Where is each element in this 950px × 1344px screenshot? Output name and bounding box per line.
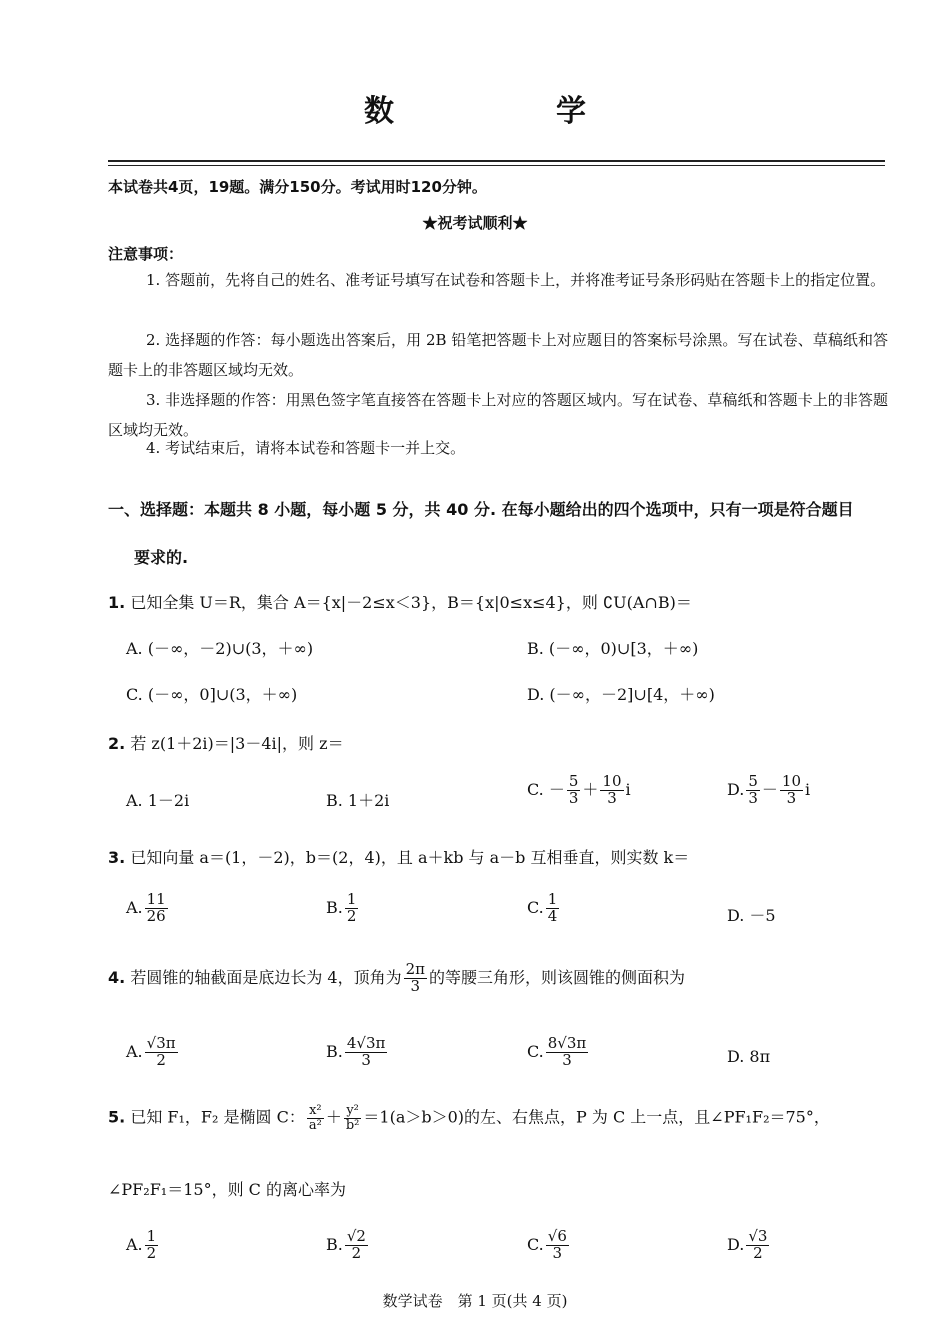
numerator: y² xyxy=(346,1103,359,1118)
option-label: C. xyxy=(527,1041,544,1061)
numerator: 4√3π xyxy=(346,1034,386,1052)
numerator: x² xyxy=(309,1103,322,1118)
denominator: a² xyxy=(308,1117,322,1133)
operator: ＋ xyxy=(582,779,599,799)
q3-option-b[interactable] xyxy=(326,892,360,925)
fraction xyxy=(145,1036,178,1069)
q5-option-b[interactable] xyxy=(326,1229,370,1262)
imag-unit: i xyxy=(805,779,811,799)
question-number: 5. xyxy=(108,1107,126,1127)
option-label: D. xyxy=(727,1234,745,1254)
option-label: C. － xyxy=(527,779,565,799)
header-rule-thick xyxy=(108,160,885,162)
question-5 xyxy=(108,1104,830,1132)
denominator: b² xyxy=(345,1117,360,1133)
fraction xyxy=(746,1229,769,1262)
section-heading-line2: 要求的. xyxy=(134,548,189,567)
q1-option-a[interactable]: A. (－∞，－2)∪(3，＋∞) xyxy=(126,639,314,658)
fraction xyxy=(345,892,359,925)
numerator: √2 xyxy=(346,1227,366,1245)
option-label: C. xyxy=(527,897,544,917)
question-2 xyxy=(108,731,344,754)
fraction xyxy=(345,1229,368,1262)
fraction xyxy=(344,1104,362,1132)
fraction xyxy=(746,774,760,807)
operator: － xyxy=(761,779,778,799)
option-label: A. xyxy=(126,1234,143,1254)
question-5-line2: ∠PF₂F₁＝15°，则 C 的离心率为 xyxy=(108,1180,346,1199)
operator: ＋ xyxy=(325,1107,342,1127)
q2-option-a[interactable]: A. 1－2i xyxy=(126,791,190,810)
option-label: B. xyxy=(326,897,343,917)
q5-option-c[interactable] xyxy=(527,1229,571,1262)
q4-option-a[interactable] xyxy=(126,1036,180,1069)
question-3 xyxy=(108,845,689,868)
question-stem: 已知向量 a＝(1，－2)，b＝(2，4)，且 a＋kb 与 a－b 互相垂直，则实数 k＝ xyxy=(130,848,690,867)
question-stem: 若 z(1＋2i)＝|3－4i|，则 z＝ xyxy=(130,734,344,753)
numerator: 11 xyxy=(146,890,166,908)
option-label: A. xyxy=(126,1041,143,1061)
question-number: 2. xyxy=(108,734,126,753)
question-stem-post: 的等腰三角形，则该圆锥的侧面积为 xyxy=(429,967,686,987)
numerator: 1 xyxy=(146,1227,157,1245)
fraction xyxy=(546,1036,589,1069)
fraction xyxy=(404,962,427,995)
q3-option-a[interactable] xyxy=(126,892,170,925)
q3-option-d[interactable]: D. －5 xyxy=(727,906,776,925)
numerator: 5 xyxy=(568,772,579,790)
q1-option-b[interactable]: B. (－∞，0)∪[3，＋∞) xyxy=(527,639,699,658)
question-1 xyxy=(108,590,692,613)
question-stem-pre: 若圆锥的轴截面是底边长为 4，顶角为 xyxy=(130,967,402,987)
question-stem-post: ＝1(a＞b＞0)的左、右焦点，P 为 C 上一点，且∠PF₁F₂＝75°， xyxy=(363,1107,830,1127)
question-stem: 已知全集 U＝R，集合 A＝{x|－2≤x＜3}，B＝{x|0≤x≤4}，则 ∁U(A∩B)＝ xyxy=(130,593,692,612)
imag-unit: i xyxy=(625,779,631,799)
q2-option-d[interactable] xyxy=(727,774,810,807)
numerator: 1 xyxy=(547,890,558,908)
fraction xyxy=(345,1036,388,1069)
exam-info: 本试卷共4页，19题。满分150分。考试用时120分钟。 xyxy=(108,178,487,196)
q5-option-d[interactable] xyxy=(727,1229,771,1262)
q1-option-c[interactable]: C. (－∞，0]∪(3，＋∞) xyxy=(126,685,298,704)
numerator: 1 xyxy=(346,890,357,908)
option-label: B. xyxy=(326,1041,343,1061)
denominator: 3 xyxy=(607,788,617,807)
denominator: 3 xyxy=(748,788,758,807)
denominator: 2 xyxy=(156,1050,166,1069)
q2-option-b[interactable]: B. 1＋2i xyxy=(326,791,390,810)
q1-option-d[interactable]: D. (－∞，－2]∪[4，＋∞) xyxy=(527,685,715,704)
denominator: 3 xyxy=(410,976,421,995)
option-label: A. xyxy=(126,897,143,917)
question-4 xyxy=(108,962,685,995)
denominator: 2 xyxy=(753,1243,763,1262)
denominator: 3 xyxy=(786,788,797,807)
question-number: 1. xyxy=(108,593,126,612)
q2-option-c[interactable] xyxy=(527,774,631,807)
fraction xyxy=(546,892,560,925)
fraction xyxy=(780,774,803,807)
fraction xyxy=(567,774,581,807)
denominator: 26 xyxy=(146,906,166,925)
question-number: 4. xyxy=(108,967,126,987)
numerator: 10 xyxy=(781,772,801,790)
numerator: 8√3π xyxy=(547,1034,587,1052)
page-footer: 数学试卷 第 1 页(共 4 页) xyxy=(382,1292,568,1310)
option-label: C. xyxy=(527,1234,544,1254)
numerator: 2π xyxy=(405,960,425,978)
denominator: 3 xyxy=(568,788,579,807)
numerator: √6 xyxy=(547,1227,567,1245)
fraction xyxy=(145,1229,159,1262)
numerator: 10 xyxy=(602,772,622,790)
good-luck-banner: ★祝考试顺利★ xyxy=(422,214,528,232)
question-stem-pre: 已知 F₁，F₂ 是椭圆 C： xyxy=(130,1107,305,1127)
denominator: 3 xyxy=(361,1050,371,1069)
denominator: 2 xyxy=(346,906,357,925)
denominator: 3 xyxy=(552,1243,563,1262)
notes-heading: 注意事项： xyxy=(108,245,184,263)
fraction xyxy=(546,1229,569,1262)
denominator: 2 xyxy=(351,1243,362,1262)
note-4: 4. 考试结束后，请将本试卷和答题卡一并上交。 xyxy=(146,439,466,457)
q3-option-c[interactable] xyxy=(527,892,561,925)
q4-option-d[interactable]: D. 8π xyxy=(727,1047,771,1066)
option-label: D. xyxy=(727,779,745,799)
section-heading-line1: 一、选择题：本题共 8 小题，每小题 5 分，共 40 分. 在每小题给出的四个选项中，只有一项是符合题目 xyxy=(108,500,854,519)
note-1: 1. 答题前，先将自己的姓名、准考证号填写在试卷和答题卡上，并将准考证号条形码贴在答题卡上的指定位置。 xyxy=(146,271,886,289)
q5-option-a[interactable] xyxy=(126,1229,160,1262)
option-label: B. xyxy=(326,1234,343,1254)
denominator: 3 xyxy=(562,1050,572,1069)
header-rule-thin xyxy=(108,165,885,166)
denominator: 4 xyxy=(547,906,558,925)
fraction xyxy=(307,1104,324,1132)
q4-option-b[interactable] xyxy=(326,1036,389,1069)
note-2: 2. 选择题的作答：每小题选出答案后，用 2B 铅笔把答题卡上对应题目的答案标号涂黑。写在试卷、草稿纸和答题卡上的非答题区域均无效。 xyxy=(108,331,888,379)
numerator: 5 xyxy=(748,772,758,790)
question-number: 3. xyxy=(108,848,126,867)
denominator: 2 xyxy=(146,1243,157,1262)
numerator: √3π xyxy=(146,1034,176,1052)
note-3: 3. 非选择题的作答：用黑色签字笔直接答在答题卡上对应的答题区域内。写在试卷、草稿纸和答题卡上的非答题区域均无效。 xyxy=(108,391,888,439)
q4-option-c[interactable] xyxy=(527,1036,590,1069)
fraction xyxy=(145,892,168,925)
fraction xyxy=(600,774,623,807)
page-title: 数 学 xyxy=(364,94,652,129)
numerator: √3 xyxy=(748,1227,768,1245)
